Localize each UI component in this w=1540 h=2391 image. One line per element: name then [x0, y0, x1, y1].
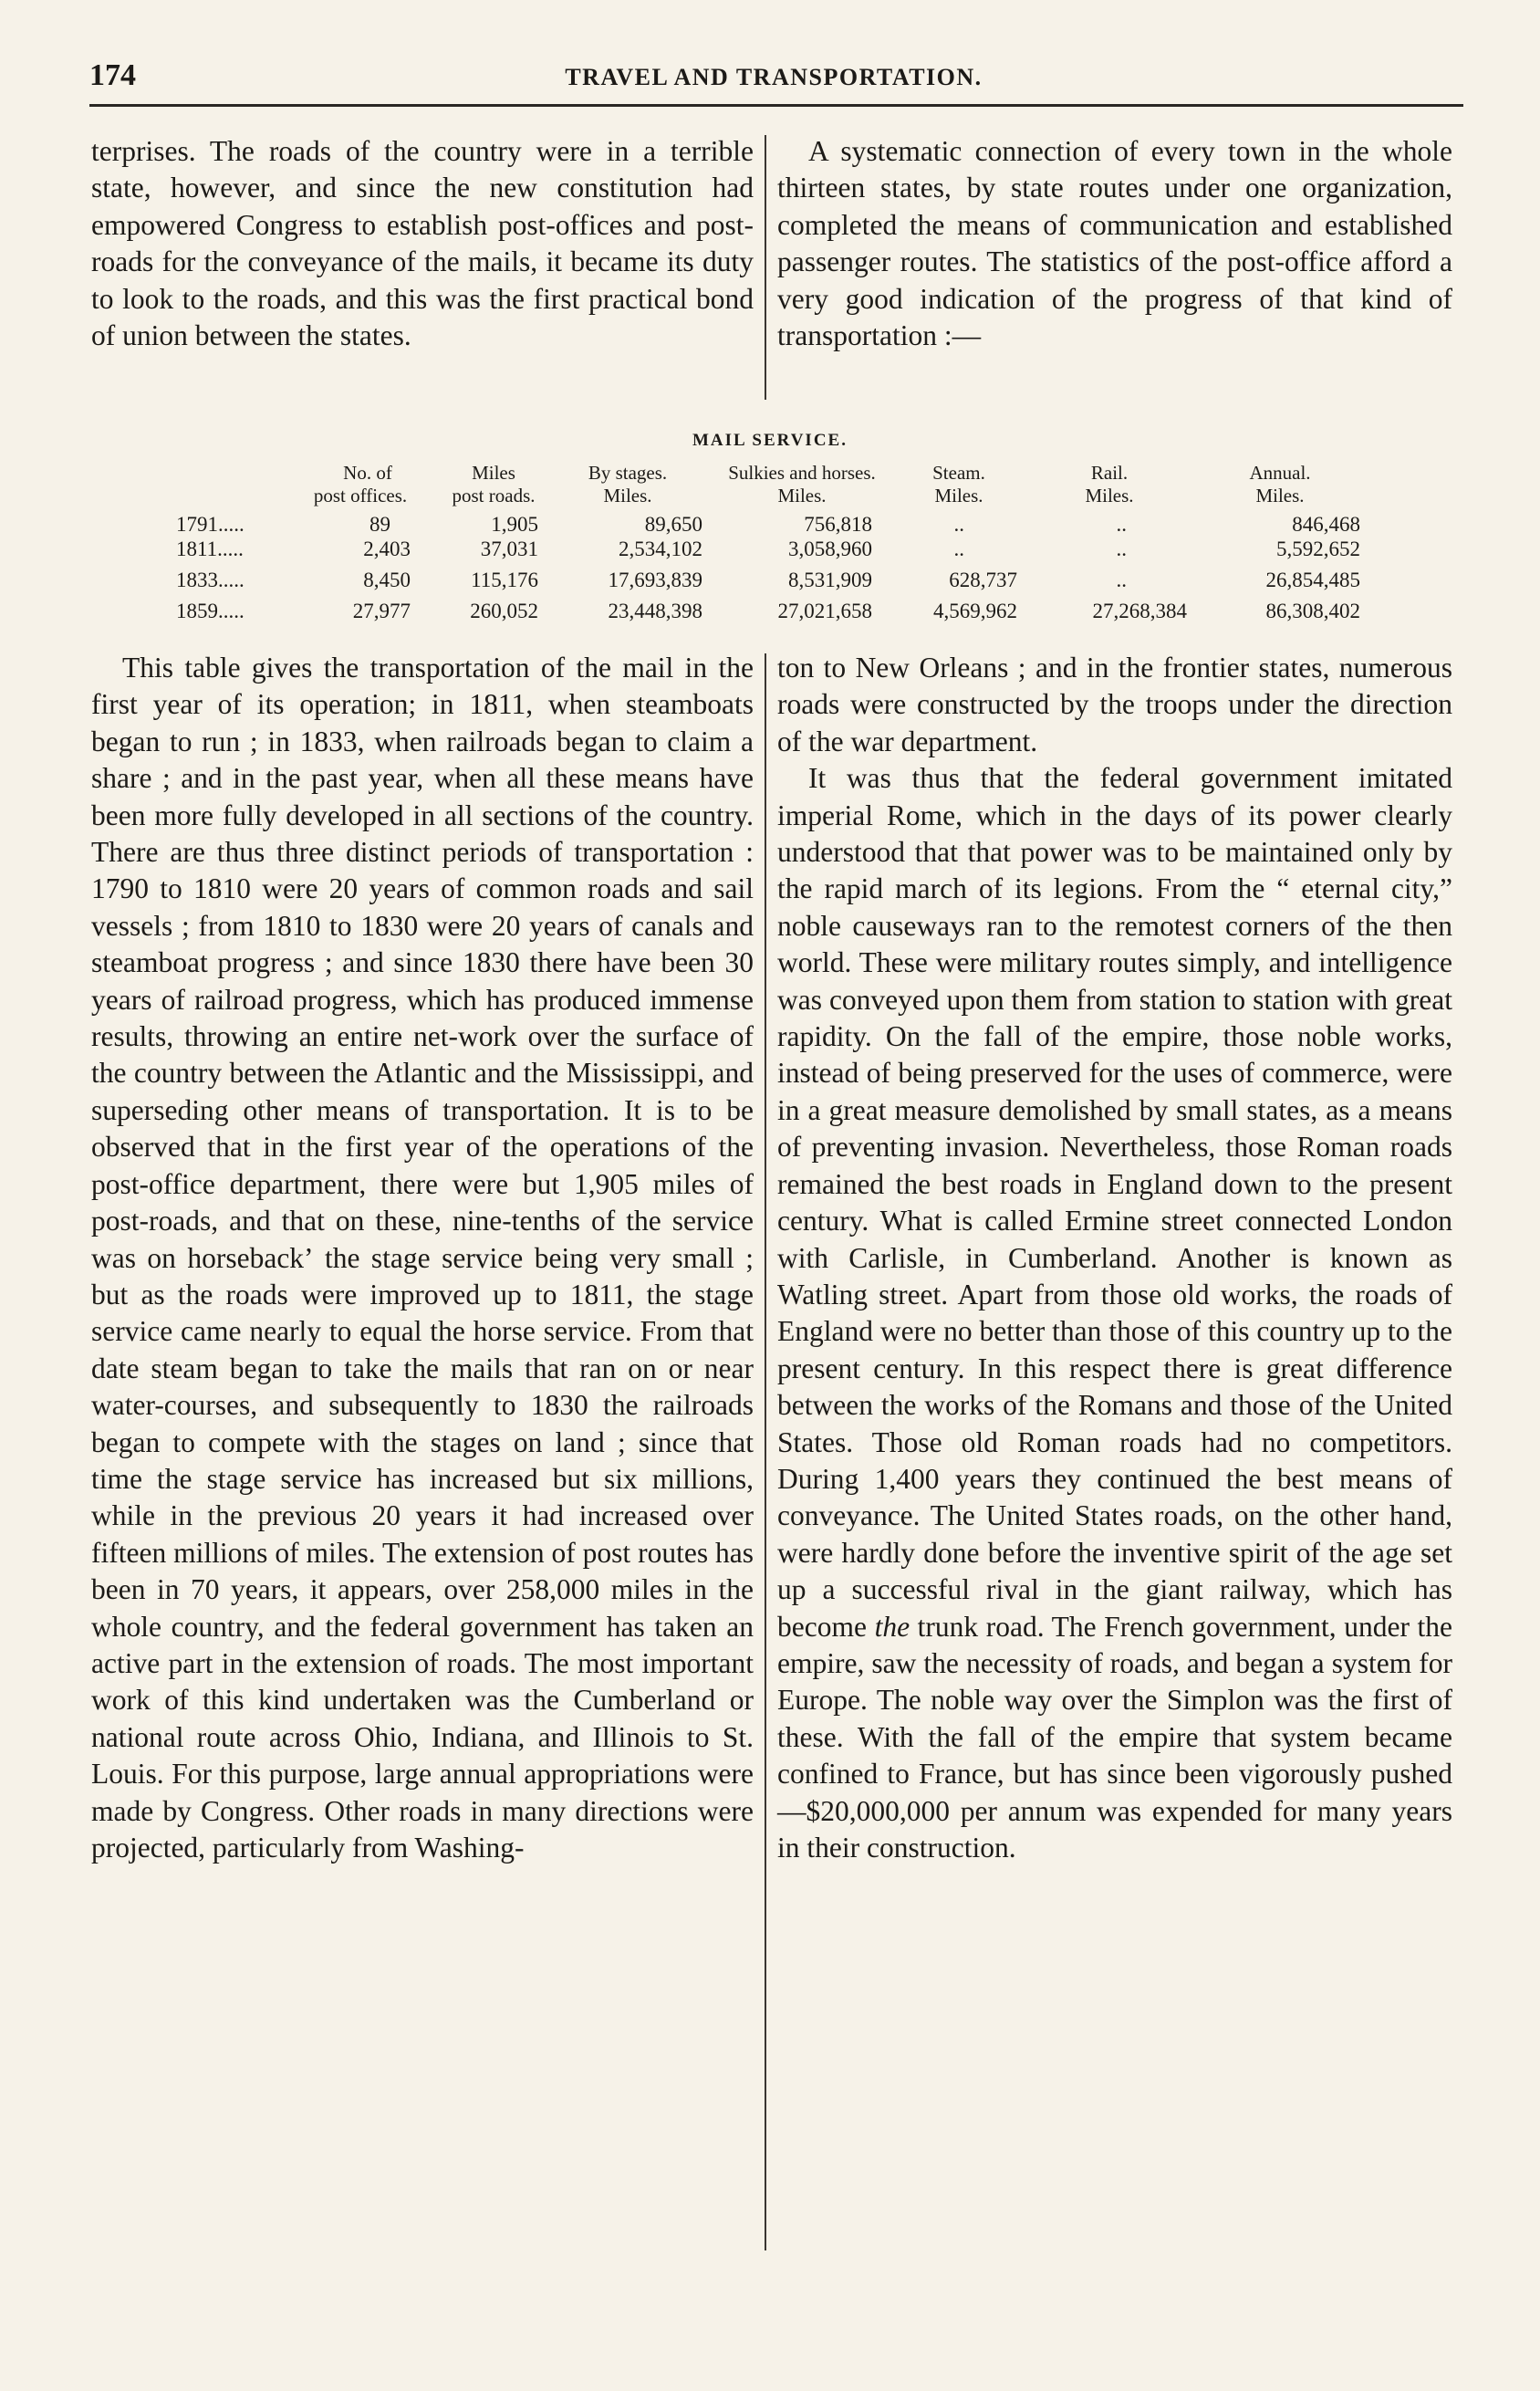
header-rail-line1: Rail.	[1090, 462, 1129, 484]
table-cell: 3,058,960	[788, 538, 872, 560]
row-label: 1833.....	[176, 569, 245, 591]
header-post-offices-line2: post offices.	[313, 485, 408, 506]
table-cell: 27,977	[352, 600, 411, 622]
table-title: MAIL SERVICE.	[692, 431, 848, 450]
top-right-column	[777, 133, 1452, 354]
header-rule	[89, 104, 1463, 107]
table-cell: 8,450	[363, 569, 411, 591]
top-left-paragraph: terprises. The roads of the country were in a terrible state, however, and since the new constitution had empowered Congress to establish post-offices and post-roads for the conveyance of the mails, it became its duty to look to the roads, and this was the first practical bond of union between the states.	[91, 135, 754, 352]
bottom-right-paragraph-2	[777, 760, 1452, 1866]
row-label: 1791.....	[176, 513, 245, 536]
header-annual-line2: Miles.	[1255, 485, 1305, 506]
header-sulkies-line2: Miles.	[777, 485, 827, 506]
top-left-column	[91, 133, 754, 354]
header-stages-line1: By stages.	[588, 462, 668, 484]
page-number: 174	[89, 58, 136, 92]
paragraph-text: It was thus that the federal government imitated imperial Rome, which in the days of its power clearly understood that that power was to be maintained only by the rapid march of its legions. From the “ eternal city,” noble causeways ran to the remotest corners of the then world. These were military routes simply, and intelligence was conveyed upon them from station to station with great rapidity. On the fall of the empire, those noble works, instead of being preserved for the uses of commerce, were in a great measure demolished by small states, as a means of preventing invasion. Nevertheless, those Roman roads remained the best roads in England down to the present century. What is called Ermine street connected London with Carlisle, in Cumberland. Another is known as Watling street. Apart from those old works, the roads of England were no better than those of this country up to the present century. In this respect there is great difference between the works of the Romans and those of the United States. Those old Roman roads had no competitors. During 1,400 years they continued the best means of conveyance. The United States roads, on the other hand, were hardly done before the inventive spirit of the age set up a successful rival in the giant railway, which has become	[777, 762, 1452, 1643]
table-cell: 8,531,909	[788, 569, 872, 591]
header-annual-line1: Annual.	[1249, 462, 1311, 484]
bottom-right-paragraph-1: ton to New Orleans ; and in the frontier states, numerous roads were constructed by the troops under the direction of the war department.	[777, 652, 1452, 757]
table-cell: 5,592,652	[1276, 538, 1360, 560]
header-post-offices-line1: No. of	[343, 462, 392, 484]
table-cell: 2,403	[363, 538, 411, 560]
table-cell: ..	[1116, 538, 1127, 560]
table-cell: ..	[1116, 513, 1127, 536]
table-cell: 89	[369, 513, 390, 536]
table-cell: 27,268,384	[1092, 600, 1187, 622]
table-cell: 2,534,102	[619, 538, 702, 560]
table-cell: 756,818	[804, 513, 872, 536]
row-label: 1811.....	[176, 538, 244, 560]
bottom-left-paragraph: This table gives the transportation of the mail in the first year of its operation; in 1811, when steamboats began to run ; in 1833, when railroads began to claim a share ; and in the past year, when all these means have been more fully developed in all sections of the country. There are thus three distinct periods of transportation : 1790 to 1810 were 20 years of common roads and sail vessels ; from 1810 to 1830 were 20 years of canals and steamboat progress ; and since 1830 there have been 30 years of railroad progress, which has produced immense results, throwing an entire net-work over the surface of the country between the Atlantic and the Mississippi, and superseding other means of transportation. It is to be observed that in the first year of the operations of the post-office department, there were but 1,905 miles of post-roads, and that on these, nine-tenths of the service was on horsebackʼ the stage service being very small ; but as the roads were improved up to 1811, the stage service came nearly to equal the horse service. From that date steam began to take the mails that ran on or near water-courses, and subsequently to 1830 the railroads began to compete with the stages on land ; since that time the stage service has increased but six millions, while in the previous 20 years it had increased over fifteen millions of miles. The extension of post routes has been in 70 years, it appears, over 258,000 miles in the whole country, and the federal government has taken an active part in the extension of roads. The most important work of this kind undertaken was the Cumberland or national route across Ohio, Indiana, and Illinois to St. Louis. For this purpose, large annual appropriations were made by Congress. Other roads in many directions were projected, particularly from Washing-	[91, 652, 754, 1864]
header-post-roads-line2: post roads.	[452, 485, 536, 506]
bottom-right-column	[777, 650, 1452, 1866]
table-cell: 1,905	[491, 513, 538, 536]
table-cell: ..	[953, 538, 964, 560]
header-steam-line2: Miles.	[934, 485, 983, 506]
table-cell: 115,176	[471, 569, 538, 591]
table-cell: 89,650	[644, 513, 702, 536]
table-cell: 86,308,402	[1265, 600, 1360, 622]
paragraph-text: trunk road. The French government, under the empire, saw the necessity of roads, and began a system for Europe. The noble way over the Simplon was the first of these. With the fall of the empire that system became confined to France, but has since been vigorously pushed—$20,000,000 per annum was expended for many years in their construction.	[777, 1610, 1453, 1864]
top-right-paragraph: A systematic connection of every town in the whole thirteen states, by state routes under one organization, completed the means of communication and established passenger routes. The statistics of the post-office afford a very good indication of the progress of that kind of transportation :—	[777, 135, 1452, 352]
table-cell: 26,854,485	[1265, 569, 1360, 591]
table-cell: 4,569,962	[933, 600, 1017, 622]
emphasized-word: the	[874, 1610, 910, 1643]
table-cell: 17,693,839	[608, 569, 702, 591]
table-cell: 846,468	[1292, 513, 1360, 536]
table-cell: 260,052	[470, 600, 538, 622]
table-cell: 27,021,658	[777, 600, 872, 622]
page-header	[89, 58, 1458, 100]
running-title: TRAVEL AND TRANSPORTATION.	[565, 64, 983, 90]
header-steam-line1: Steam.	[932, 462, 985, 484]
table-cell: ..	[953, 513, 964, 536]
table-cell: ..	[1116, 569, 1127, 591]
top-column-divider	[765, 135, 766, 400]
header-sulkies-line1: Sulkies and horses.	[728, 462, 876, 484]
header-post-roads-line1: Miles	[472, 462, 515, 484]
table-cell: 23,448,398	[608, 600, 702, 622]
header-rail-line2: Miles.	[1085, 485, 1134, 506]
row-label: 1859.....	[176, 600, 245, 622]
bottom-column-divider	[765, 653, 766, 2250]
header-stages-line2: Miles.	[603, 485, 652, 506]
table-cell: 628,737	[949, 569, 1017, 591]
table-cell: 37,031	[480, 538, 538, 560]
bottom-left-column	[91, 650, 754, 1866]
